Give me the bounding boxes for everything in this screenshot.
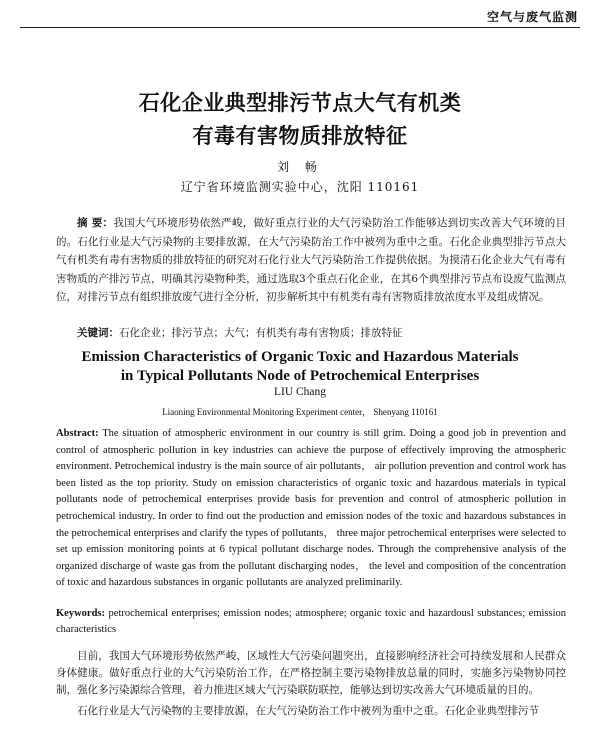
title-english [0, 348, 600, 386]
running-head: 空气与废气监测 [486, 10, 578, 24]
body-paragraph-2: 石化行业是大气污染物的主要排放源，在大气污染防治工作中被列为重中之重。石化企业典型排污节 [77, 705, 539, 717]
body-paragraph-1: 目前，我国大气环境形势依然严峻，区域性大气污染问题突出，直接影响经济社会可持续发展和人民群众身体健康。做好重点行业的大气污染防治工作，在严格控制主要污染物排放总量的同时，实施多污染物协同控制，强化多污染源综合管理，着力推进区域大气污染联防联控，能够达到切实改善大气环境质量的目的。 [56, 650, 566, 696]
author-chinese: 刘 畅 [277, 160, 323, 174]
keywords-english-label: Keywords: [56, 608, 105, 619]
title-english-line2: in Typical Pollutants Node of Petrochemical Enterprises [120, 368, 480, 384]
abstract-english-label: Abstract: [56, 428, 99, 439]
keywords-chinese-label: 关键词： [77, 327, 119, 339]
abstract-english-text: The situation of atmospheric environment in our country is still grim. Doing a good job in prevention and control of atmospheric pollution in key industries can achieve the purpose of effectively improving the atmospheric environment. Petrochemical industry is the main source of air pollutants， air pollution prevention and control work has been listed as the top priority. Study on emission characteristics of organic toxic and hazardous materials in typical pollutants node of petrochemical enterprises provide basis for prevention and control of atmospheric pollution in petrochemical industry. In order to find out the production and emission nodes of the toxic and hazardous substances in the petrochemical enterprises and clarify the types of pollutants， three major petrochemical enterprises were selected to set up emission monitoring points at 6 typical pollutant discharge nodes. Through the comprehensive analysis of the organized discharge of waste gas from the pollutant discharging nodes， the level and composition of the concentration of toxic and hazardous substances in organic pollutants are analyzed preliminarily. [56, 428, 566, 589]
keywords-chinese-text: 石化企业；排污节点；大气；有机类有毒有害物质；排放特征 [119, 327, 403, 339]
keywords-chinese [56, 325, 566, 341]
title-chinese-line1: 石化企业典型排污节点大气有机类 [138, 90, 462, 115]
affiliation-english: Liaoning Environmental Monitoring Experiment center， Shenyang 110161 [162, 407, 438, 417]
title-chinese-line2: 有毒有害物质排放特征 [192, 123, 408, 148]
abstract-chinese [56, 214, 566, 307]
abstract-chinese-label: 摘 要： [77, 217, 114, 229]
header-rule [20, 27, 580, 28]
keywords-english-text: petrochemical enterprises; emission nodes; atmosphere; organic toxic and hazardousl substances; emission characteristics [56, 608, 566, 635]
author-english: LIU Chang [273, 386, 327, 398]
abstract-chinese-text: 我国大气环境形势依然严峻，做好重点行业的大气污染防治工作能够达到切实改善大气环境的目的。石化行业是大气污染物的主要排放源，在大气污染防治工作中被列为重中之重。石化企业典型排污节点大气有机类有毒有害物质的排放特征的研究对石化行业大气污染防治工作提供依据。为摸清石化企业大气有毒有害物质的产排污节点，明确其污染物种类，通过选取3个重点石化企业，在其6个典型排污节点布设废气监测点位，对排污节点有组织排放废气进行全分析，初步解析其中有机类有毒有害物质排放浓度水平及组成情况。 [56, 217, 567, 303]
abstract-english [56, 426, 566, 592]
title-chinese [0, 86, 600, 152]
body-text [56, 648, 566, 724]
keywords-english [56, 606, 566, 638]
affiliation-chinese: 辽宁省环境监测实验中心，沈阳 110161 [180, 180, 420, 194]
title-english-line1: Emission Characteristics of Organic Toxic and Hazardous Materials [81, 349, 519, 365]
